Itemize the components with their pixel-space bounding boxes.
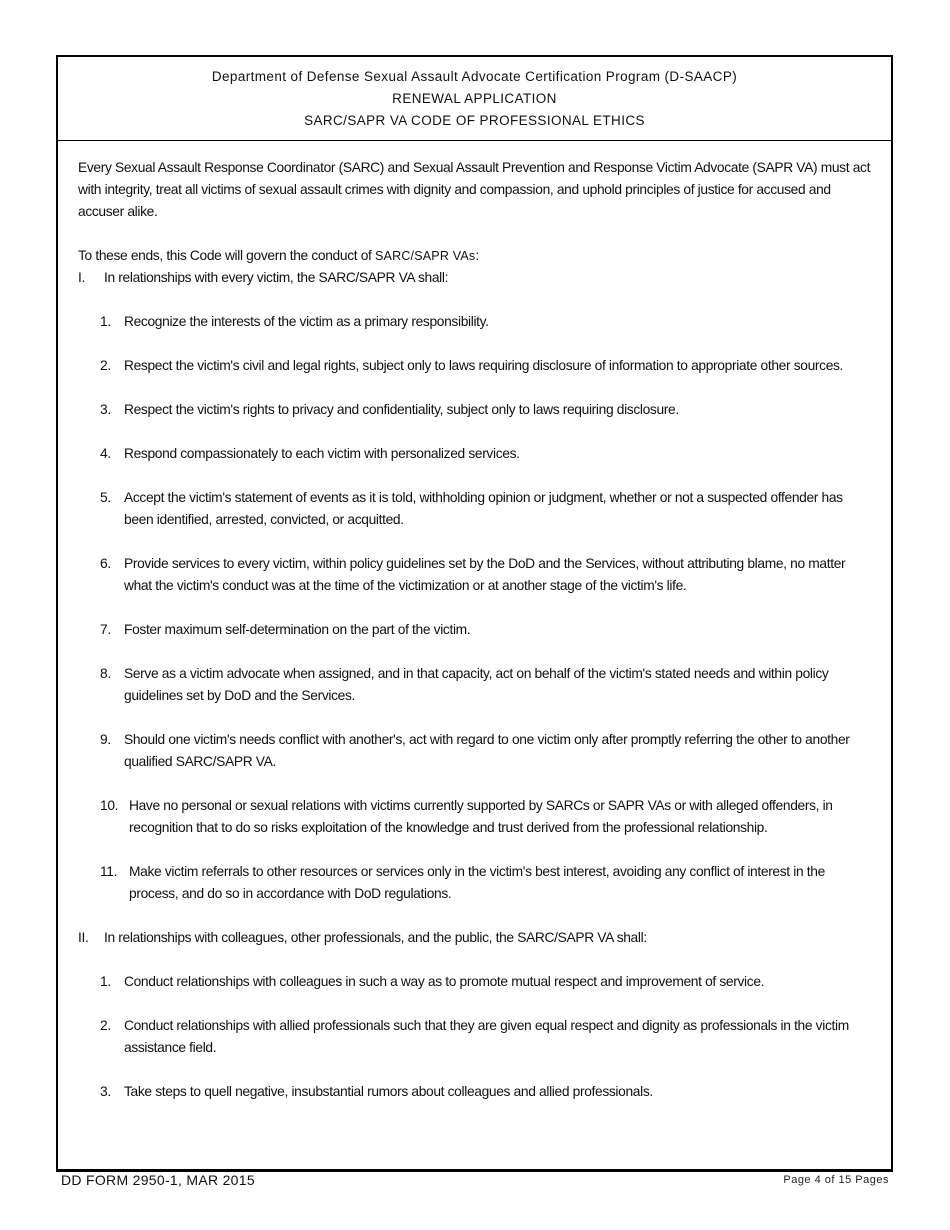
ends-suffix: : bbox=[475, 248, 479, 263]
intro-paragraph: Every Sexual Assault Response Coordinator (SARC) and Sexual Assault Prevention and Response Victim Advocate (SAPR VA) must act with integrity, treat all victims of sexual assault crimes with dignity and compassion, and uphold principles of justice for accused and accuser alike. bbox=[78, 160, 871, 219]
ends-prefix: To these ends, this Code will govern the conduct of bbox=[78, 248, 376, 263]
item-text: Provide services to every victim, within policy guidelines set by the DoD and the Services, without attributing blame, no matter what the victim's conduct was at the time of the victimization or at another stage of the victim's life. bbox=[124, 556, 846, 593]
item-text: Conduct relationships with colleagues in such a way as to promote mutual respect and improvement of service. bbox=[124, 974, 765, 989]
item-text: Conduct relationships with allied professionals such that they are given equal respect and dignity as professionals in the victim assistance field. bbox=[124, 1018, 849, 1055]
application-type: RENEWAL APPLICATION bbox=[392, 91, 557, 106]
item-text: Have no personal or sexual relations with victims currently supported by SARCs or SAPR VAs or with alleged offenders, in recognition that to do so risks exploitation of the knowledge and trust derived from the professional relationship. bbox=[129, 798, 833, 835]
list-item bbox=[78, 619, 873, 641]
list-item bbox=[78, 861, 873, 905]
item-number: 1. bbox=[100, 314, 111, 329]
item-number: 11. bbox=[100, 864, 118, 879]
list-item bbox=[78, 443, 873, 465]
program-title: Department of Defense Sexual Assault Advocate Certification Program (D-SAACP) bbox=[211, 69, 738, 84]
list-item bbox=[78, 663, 873, 707]
item-text: Respond compassionately to each victim with personalized services. bbox=[124, 446, 520, 461]
list-item bbox=[78, 311, 873, 333]
item-number: 1. bbox=[100, 974, 111, 989]
item-number: 9. bbox=[100, 732, 111, 747]
section-heading: In relationships with every victim, the SARC/SAPR VA shall: bbox=[104, 270, 449, 285]
form-frame bbox=[56, 55, 893, 1171]
list-item bbox=[78, 1081, 873, 1103]
item-number: 3. bbox=[100, 1084, 111, 1099]
list-item bbox=[78, 487, 873, 531]
section-heading: In relationships with colleagues, other professionals, and the public, the SARC/SAPR VA shall: bbox=[104, 930, 647, 945]
list-item bbox=[78, 971, 873, 993]
section-colleagues bbox=[78, 927, 873, 949]
item-number: 5. bbox=[100, 490, 111, 505]
section-numeral: II. bbox=[78, 930, 89, 945]
item-number: 2. bbox=[100, 358, 111, 373]
item-number: 4. bbox=[100, 446, 111, 461]
item-text: Accept the victim's statement of events as it is told, withholding opinion or judgment, whether or not a suspected offender has been identified, arrested, convicted, or acquitted. bbox=[124, 490, 843, 527]
list-item bbox=[78, 795, 873, 839]
ends-subject: SARC/SAPR VAs bbox=[375, 249, 476, 263]
item-text: Serve as a victim advocate when assigned, and in that capacity, act on behalf of the victim's stated needs and within policy guidelines set by DoD and the Services. bbox=[124, 666, 829, 703]
item-text: Take steps to quell negative, insubstantial rumors about colleagues and allied professionals. bbox=[124, 1084, 653, 1099]
list-item bbox=[78, 553, 873, 597]
item-text: Make victim referrals to other resources or services only in the victim's best interest, avoiding any conflict of interest in the process, and do so in accordance with DoD regulations. bbox=[129, 864, 825, 901]
form-identifier: DD FORM 2950-1, MAR 2015 bbox=[61, 1172, 255, 1188]
list-item bbox=[78, 729, 873, 773]
item-text: Recognize the interests of the victim as a primary responsibility. bbox=[124, 314, 489, 329]
item-number: 10. bbox=[100, 798, 119, 813]
page-number: Page 4 of 15 Pages bbox=[783, 1174, 889, 1186]
ends-statement bbox=[78, 245, 873, 267]
item-number: 3. bbox=[100, 402, 111, 417]
list-item bbox=[78, 355, 873, 377]
section-victims bbox=[78, 267, 873, 289]
section-title: SARC/SAPR VA CODE OF PROFESSIONAL ETHICS bbox=[304, 113, 645, 128]
colleague-duties-list bbox=[78, 971, 873, 1103]
list-item bbox=[78, 1015, 873, 1059]
section-numeral: I. bbox=[78, 270, 85, 285]
list-item bbox=[78, 399, 873, 421]
item-number: 2. bbox=[100, 1018, 111, 1033]
item-text: Foster maximum self-determination on the part of the victim. bbox=[124, 622, 471, 637]
item-text: Respect the victim's civil and legal rights, subject only to laws requiring disclosure of information to appropriate other sources. bbox=[124, 358, 844, 373]
item-number: 7. bbox=[100, 622, 111, 637]
form-body bbox=[78, 157, 873, 1103]
item-number: 8. bbox=[100, 666, 111, 681]
item-text: Should one victim's needs conflict with another's, act with regard to one victim only after promptly referring the other to another qualified SARC/SAPR VA. bbox=[124, 732, 850, 769]
item-text: Respect the victim's rights to privacy and confidentiality, subject only to laws requiring disclosure. bbox=[124, 402, 679, 417]
form-header bbox=[58, 57, 891, 141]
item-number: 6. bbox=[100, 556, 111, 571]
victim-duties-list bbox=[78, 311, 873, 905]
